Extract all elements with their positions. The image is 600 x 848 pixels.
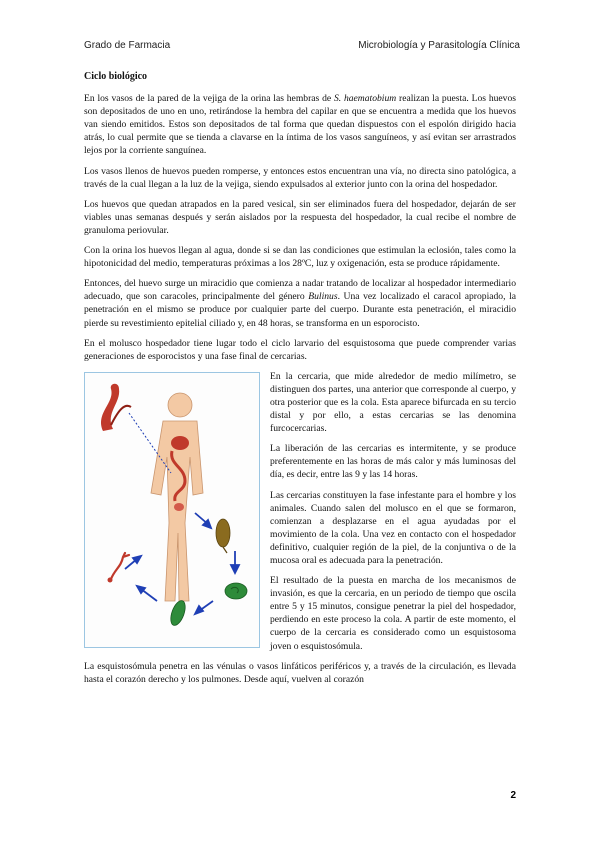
paragraph-1: En los vasos de la pared de la vejiga de la orina las hembras de S. haematobium realizan la puesta. Los huevos son depositados de uno en uno, retirándose la hembra del capilar en que se encuentra a medida que los huevos van siendo emitidos. Estos son depositados de tal forma que quedan dispuestos con el espolón dirigido hacia atrás, lo cual permite que se tienda a clavarse en la íntima de los vasos sanguíneos, y así evitan ser arrastrados lejos por la corriente sanguínea. <box>84 93 516 157</box>
paragraph-2: Los vasos llenos de huevos pueden romperse, y entonces estos encuentran una vía, no directa sino patológica, a través de la cual llegan a la luz de la vejiga, siendo expulsados al exterior junto con la orina del hospedador. <box>84 165 516 190</box>
life-cycle-figure <box>84 372 260 648</box>
snail-icon <box>225 583 247 599</box>
sporocyst-icon <box>168 599 188 628</box>
page-number: 2 <box>510 790 516 801</box>
egg-icon <box>216 519 230 547</box>
paragraph-11: La esquistosómula penetra en las vénulas o vasos linfáticos periféricos y, a través de la circulación, es llevada hasta el corazón derecho y los pulmones. Desde aquí, vuelven al corazón <box>84 660 516 685</box>
paragraph-3: Los huevos que quedan atrapados en la pared vesical, sin ser eliminados fuera del hospedador, dejarán de ser viables unas semanas después y serán aislados por la respuesta del hospedador, la cual recibe el nombre de granuloma periovular. <box>84 198 516 236</box>
header-right: Microbiología y Parasitología Clínica <box>358 40 520 51</box>
paragraph-7: En la cercaria, que mide alrededor de medio milímetro, se distinguen dos partes, una anterior que corresponde al cuerpo, y otra posterior que es la cola. Esta aparece bifurcada en su tercio distal y por ello, a estas cercarias se las denomina furcocercarias. <box>270 370 516 435</box>
life-cycle-illustration <box>85 373 259 647</box>
main-content <box>84 70 516 693</box>
cercaria-icon <box>111 553 129 579</box>
human-host-icon <box>151 393 203 601</box>
paragraph-9: Las cercarias constituyen la fase infestante para el hombre y los animales. Cuando salen del molusco en el que se formaron, comienzan a desplazarse en el agua ayudadas por el movimiento de la cola. Una vez en contacto con el hospedador definitivo, cualquier región de la piel, de la conjuntiva o de la mucosa oral es adecuada para la penetración. <box>270 489 516 566</box>
header-left: Grado de Farmacia <box>84 40 171 51</box>
paragraph-10: El resultado de la puesta en marcha de los mecanismos de invasión, es que la cercaria, en un periodo de tiempo que oscila entre 5 y 15 minutos, consigue penetrar la piel del hospedador, perdiendo en este proceso la cola. A partir de este momento, el cuerpo de la cercaria es considerado como un esquistosoma joven o esquistosómula. <box>270 575 516 652</box>
paragraph-6: En el molusco hospedador tiene lugar todo el ciclo larvario del esquistosoma que puede comprender varias generaciones de esporocistos y una fase final de cercarias. <box>84 337 516 362</box>
section-heading: Ciclo biológico <box>84 71 148 82</box>
adult-worm-icon <box>101 384 119 431</box>
species-name: S. haematobium <box>333 93 397 105</box>
genus-name: Bulinus <box>308 291 338 303</box>
paragraph-4: Con la orina los huevos llegan al agua, donde si se dan las condiciones que estimulan la eclosión, tales como la hipotonicidad del medio, temperaturas próximas a los 28ºC, luz y oxigenación, esta se produce rápidamente. <box>84 245 516 270</box>
paragraph-8: La liberación de las cercarias es intermitente, y se produce preferentemente en las horas de más calor y más luminosas del día, es decir, entre las 9 y las 14 horas. <box>270 443 516 481</box>
paragraph-5: Entonces, del huevo surge un miracidio que comienza a nadar tratando de localizar al hospedador intermediario adecuado, que son caracoles, principalmente del género Bulinus. Una vez localizado el caracol apropiado, la penetración en el mismo se produce por cualquier parte del cuerpo. Durante esta penetración, el miracidio pierde su revestimiento epitelial ciliado y, en 48 horas, se transforma en un esporocisto. <box>84 278 516 329</box>
